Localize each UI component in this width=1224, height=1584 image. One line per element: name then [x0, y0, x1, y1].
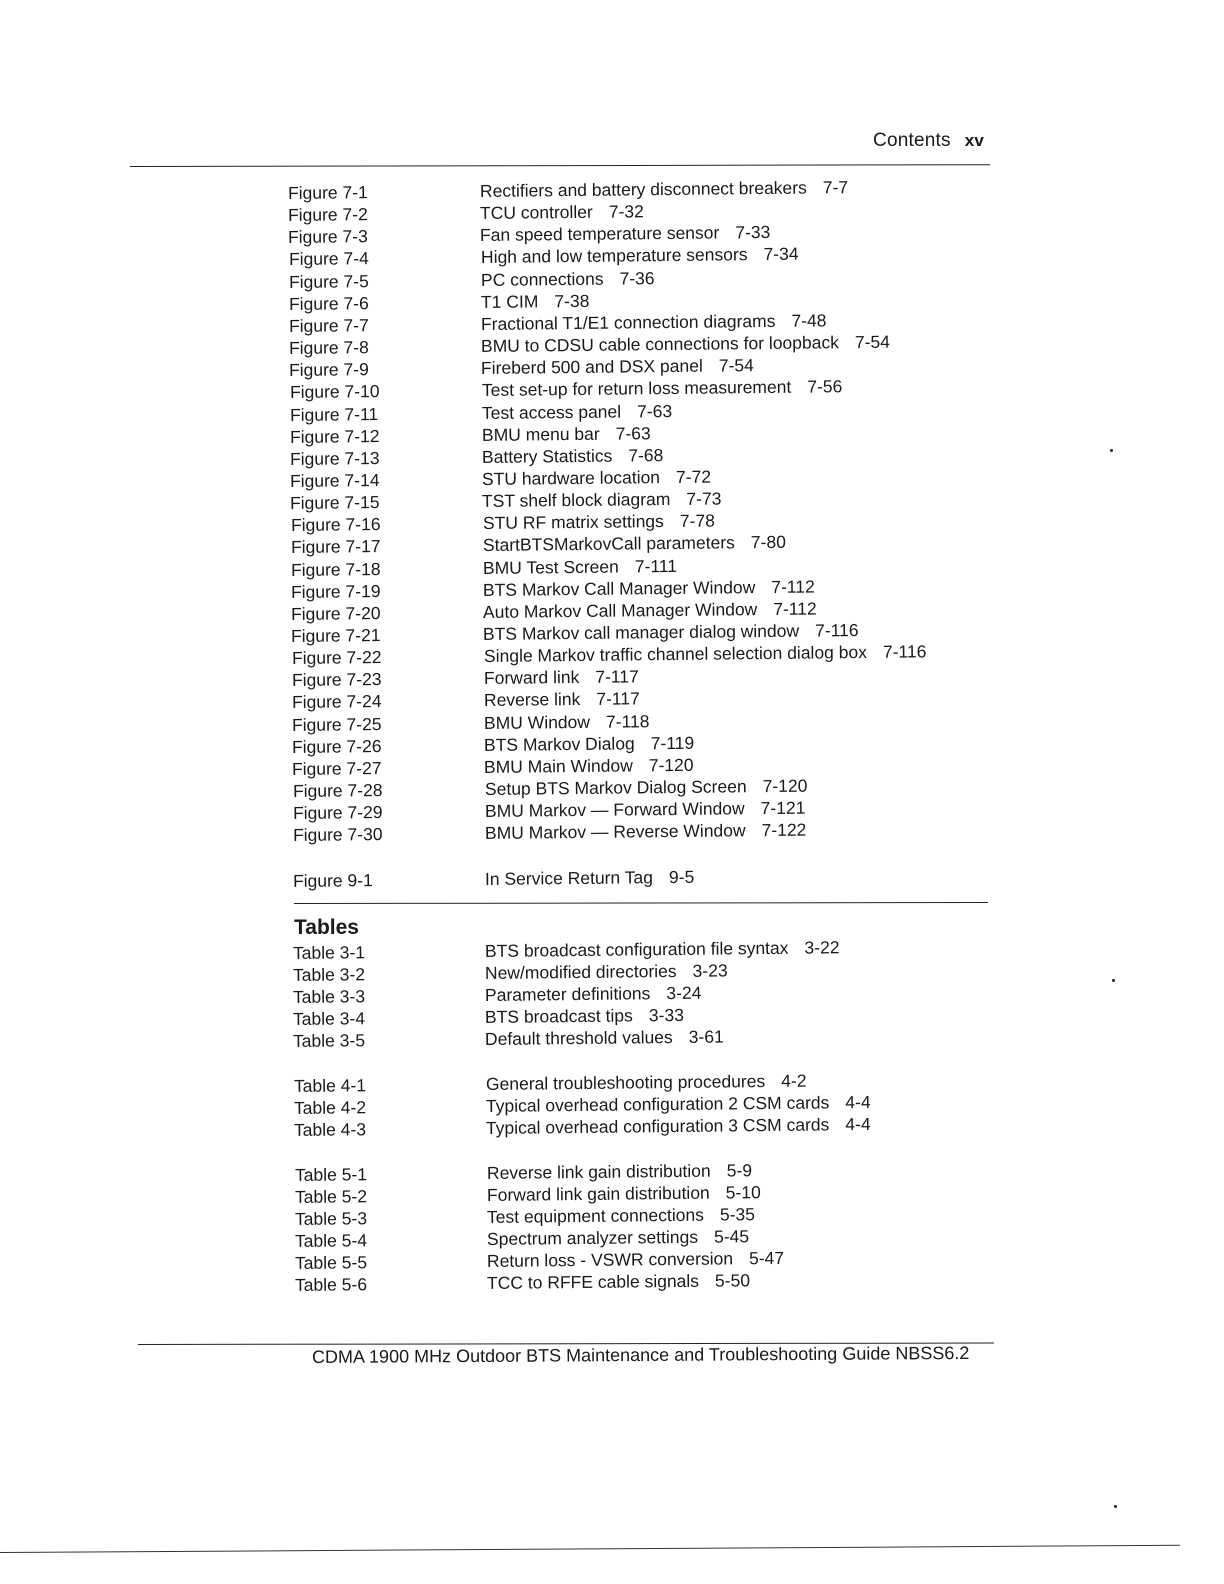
entry-title-text: Default threshold values	[484, 1027, 673, 1049]
entry-page-number: 7-56	[807, 376, 843, 397]
entry-page-number: 7-48	[791, 310, 827, 331]
entry-title	[481, 267, 655, 291]
entry-page-number: 7-117	[596, 688, 640, 709]
entry-title	[483, 555, 677, 579]
entry-label: Figure 7-25	[291, 714, 382, 735]
entry-page-number: 3-33	[648, 1004, 684, 1026]
entry-label: Table 3-3	[292, 986, 366, 1007]
entry-label: Figure 7-27	[291, 758, 382, 779]
entry-title-text: BMU Test Screen	[482, 556, 619, 578]
entry-title-text: StartBTSMarkovCall parameters	[482, 532, 735, 555]
header-section: Contents	[873, 130, 951, 151]
entry-title	[485, 982, 702, 1006]
entry-title-text: Battery Statistics	[481, 445, 613, 467]
entry-label: Figure 7-5	[288, 271, 369, 292]
entry-title-text: High and low temperature sensors	[480, 244, 748, 267]
entry-title-text: Test set-up for return loss measurement	[481, 376, 792, 400]
entry-page-number: 7-63	[615, 423, 651, 444]
entry-title-text: BMU menu bar	[481, 423, 600, 445]
entry-label: Figure 7-16	[290, 514, 381, 535]
entry-label: Figure 7-28	[292, 780, 383, 801]
entry-page-number: 5-50	[714, 1270, 751, 1291]
entry-label: Figure 7-19	[290, 581, 381, 602]
entry-label: Figure 7-12	[289, 426, 380, 447]
entry-label: Table 5-3	[294, 1208, 368, 1229]
entry-title	[485, 1025, 724, 1049]
entry-title	[486, 1113, 871, 1139]
entry-title-text: STU RF matrix settings	[482, 511, 664, 533]
entry-page-number: 7-111	[634, 555, 678, 577]
entry-title	[485, 819, 807, 844]
header-page-number: xv	[964, 131, 984, 150]
entry-page-number: 7-73	[686, 488, 722, 509]
entry-label: Table 5-4	[294, 1230, 368, 1251]
entry-title-text: Single Markov traffic channel selection dialog box	[483, 641, 868, 666]
entry-page-number: 5-45	[713, 1226, 750, 1247]
entry-page-number: 3-23	[692, 960, 728, 981]
entry-title	[487, 1225, 749, 1250]
entry-page-number: 7-54	[854, 331, 891, 353]
entry-page-number: 3-22	[804, 937, 840, 958]
entry-title	[485, 1004, 684, 1028]
entry-page-number: 5-9	[726, 1160, 753, 1181]
entry-label: Table 5-1	[294, 1164, 368, 1185]
entry-title-text: Auto Markov Call Manager Window	[482, 599, 758, 622]
entry-title-text: Spectrum analyzer settings	[486, 1226, 699, 1249]
entry-title-text: Fireberd 500 and DSX panel	[480, 355, 703, 378]
entry-title	[481, 354, 754, 379]
entry-page-number: 7-120	[762, 775, 808, 797]
entry-title	[487, 1159, 752, 1184]
entry-title	[484, 665, 639, 689]
entry-title	[482, 375, 843, 401]
entry-label: Table 3-2	[292, 964, 366, 985]
entry-page-number: 3-61	[688, 1026, 724, 1047]
entry-page-number: 7-68	[628, 445, 664, 466]
entry-page-number: 7-7	[822, 177, 849, 198]
entry-title-text: BTS Markov call manager dialog window	[482, 620, 800, 644]
entry-label: Table 5-6	[294, 1274, 368, 1295]
entry-label: Table 3-4	[292, 1008, 366, 1029]
entry-label: Figure 7-7	[288, 315, 369, 336]
entry-title-text: Typical overhead configuration 2 CSM cards	[485, 1092, 830, 1116]
entry-page-number: 7-33	[735, 221, 771, 243]
entry-label: Figure 7-24	[291, 691, 382, 712]
entry-label: Figure 7-21	[290, 625, 381, 646]
entry-title-text: T1 CIM	[480, 291, 539, 312]
entry-title-text: Setup BTS Markov Dialog Screen	[484, 776, 747, 799]
entry-label: Figure 9-1	[292, 870, 373, 891]
entry-title	[487, 1247, 784, 1272]
entry-title-text: BMU to CDSU cable connections for loopback	[480, 332, 840, 356]
entry-page-number: 7-36	[619, 268, 655, 289]
entry-label: Figure 7-30	[292, 824, 383, 845]
entry-title-text: BMU Window	[483, 711, 591, 733]
entry-title-text: BMU Markov — Forward Window	[484, 798, 745, 821]
entry-title-text: BTS Markov Dialog	[483, 733, 635, 755]
tables-heading: Tables	[294, 916, 359, 939]
entry-page-number: 4-4	[845, 1091, 871, 1113]
entry-title-text: TST shelf block diagram	[481, 489, 671, 511]
entry-label: Figure 7-15	[289, 492, 380, 513]
entry-label: Figure 7-3	[287, 226, 368, 247]
entry-title-text: Reverse link	[483, 688, 581, 710]
entry-title-text: TCC to RFFE cable signals	[486, 1270, 700, 1293]
entry-title	[484, 687, 640, 711]
entry-page-number: 7-54	[718, 355, 754, 376]
scan-speck	[1114, 1505, 1117, 1508]
entry-title-text: Forward link	[483, 666, 580, 688]
entry-title	[481, 331, 890, 357]
entry-page-number: 7-63	[636, 400, 673, 422]
entry-label: Table 5-5	[294, 1252, 368, 1273]
entry-page-number: 7-80	[750, 531, 786, 553]
entry-page-number: 7-32	[608, 201, 644, 222]
entry-label: Figure 7-13	[289, 448, 380, 469]
entry-label: Figure 7-9	[288, 359, 369, 380]
entry-label: Figure 7-11	[289, 404, 379, 425]
entry-page-number: 7-117	[595, 666, 639, 687]
scan-speck	[1112, 979, 1115, 982]
entry-page-number: 7-112	[773, 598, 817, 619]
entry-title	[482, 422, 651, 446]
entry-title-text: Test equipment connections	[486, 1204, 705, 1227]
entry-page-number: 7-34	[763, 243, 799, 265]
entry-label: Figure 7-10	[289, 381, 380, 402]
entry-page-number: 7-38	[554, 290, 590, 312]
entry-label: Figure 7-4	[288, 248, 369, 269]
entry-label: Figure 7-26	[291, 736, 382, 757]
entry-label: Figure 7-23	[291, 669, 382, 690]
scan-speck	[1110, 449, 1113, 452]
entry-title-text: Return loss - VSWR conversion	[486, 1248, 734, 1271]
entry-label: Figure 7-29	[292, 802, 383, 823]
entry-title	[487, 1269, 750, 1294]
footer-title: CDMA 1900 MHz Outdoor BTS Maintenance and Troubleshooting Guide NBSS6.2	[311, 1342, 970, 1367]
entry-label: Table 3-5	[292, 1030, 366, 1051]
entry-label: Figure 7-20	[290, 603, 381, 624]
entry-title	[482, 400, 672, 424]
entry-title	[481, 243, 799, 268]
entry-page-number: 7-116	[882, 641, 927, 662]
entry-page-number: 7-120	[648, 754, 694, 776]
entry-page-number: 5-10	[725, 1182, 761, 1203]
entry-label: Table 4-2	[293, 1097, 367, 1118]
entry-page-number: 4-4	[845, 1113, 871, 1135]
entry-title-text: Rectifiers and battery disconnect breakers	[479, 177, 807, 201]
entry-title-text: Fractional T1/E1 connection diagrams	[480, 310, 776, 334]
running-header	[873, 130, 984, 152]
entry-label: Table 5-2	[294, 1186, 368, 1207]
entry-label: Figure 7-18	[290, 559, 381, 580]
entry-title	[484, 710, 650, 734]
entry-title-text: General troubleshooting procedures	[485, 1071, 766, 1094]
entry-title	[487, 1203, 755, 1228]
entry-page-number: 7-72	[675, 466, 712, 487]
entry-page-number: 5-47	[748, 1247, 785, 1269]
entry-title	[482, 444, 664, 468]
entry-title-text: In Service Return Tag	[484, 867, 654, 889]
entry-page-number: 7-122	[761, 819, 807, 841]
entry-page-number: 7-116	[814, 620, 859, 641]
entry-title	[482, 487, 722, 512]
entry-label: Figure 7-14	[289, 470, 380, 491]
entry-label: Figure 7-17	[290, 536, 381, 557]
entry-title	[480, 176, 848, 202]
entry-title-text: BMU Markov — Reverse Window	[484, 820, 746, 843]
section-divider	[294, 902, 988, 904]
entry-title-text: Forward link gain distribution	[486, 1182, 710, 1205]
entry-title-text: PC connections	[480, 268, 604, 290]
entry-title-text: TCU controller	[479, 201, 593, 223]
entry-page-number: 7-119	[650, 732, 695, 754]
entry-page-number: 5-35	[719, 1204, 756, 1225]
entry-label: Figure 7-1	[287, 182, 368, 203]
entry-label: Figure 7-8	[288, 337, 369, 358]
header-rule	[130, 164, 990, 167]
entry-title-text: Fan speed temperature sensor	[479, 222, 720, 245]
entry-title-text: BTS Markov Call Manager Window	[482, 577, 756, 600]
entry-title	[484, 754, 694, 778]
entry-title	[485, 936, 840, 962]
entry-title-text: BTS broadcast tips	[484, 1005, 633, 1027]
entry-title-text: Parameter definitions	[484, 983, 651, 1005]
entry-title	[485, 866, 694, 890]
entry-title	[484, 732, 694, 756]
entry-page-number: 9-5	[668, 866, 695, 888]
entry-title	[482, 466, 711, 490]
entry-page-number: 7-112	[771, 576, 815, 597]
entry-title-text: Test access panel	[481, 401, 622, 423]
entry-page-number: 4-2	[781, 1070, 807, 1091]
entry-title	[480, 200, 644, 224]
entry-label: Figure 7-22	[291, 647, 382, 668]
entry-label: Table 3-1	[292, 942, 366, 963]
entry-page-number: 3-24	[666, 982, 702, 1004]
entry-page-number: 7-121	[760, 797, 806, 819]
entry-title-text: STU hardware location	[481, 467, 661, 489]
entry-title	[481, 290, 590, 313]
entry-page-number: 7-78	[679, 510, 715, 531]
entry-title-text: Reverse link gain distribution	[486, 1160, 711, 1183]
entry-title	[487, 1181, 761, 1206]
entry-label: Figure 7-6	[288, 293, 369, 314]
entry-label: Table 4-3	[293, 1119, 367, 1140]
entry-label: Table 4-1	[293, 1075, 367, 1096]
entry-title	[483, 531, 786, 556]
scan-edge-line	[0, 1545, 1180, 1553]
entry-page-number: 7-118	[605, 711, 650, 732]
entry-title	[483, 510, 715, 534]
entry-title	[484, 640, 927, 667]
entry-title-text: New/modified directories	[484, 960, 677, 983]
entry-title	[480, 221, 771, 246]
entry-title-text: Typical overhead configuration 3 CSM cards	[485, 1114, 830, 1138]
entry-label: Figure 7-2	[287, 204, 368, 225]
entry-title-text: BMU Main Window	[483, 755, 633, 777]
entry-title	[485, 959, 728, 984]
entry-title-text: BTS broadcast configuration file syntax	[484, 937, 789, 961]
